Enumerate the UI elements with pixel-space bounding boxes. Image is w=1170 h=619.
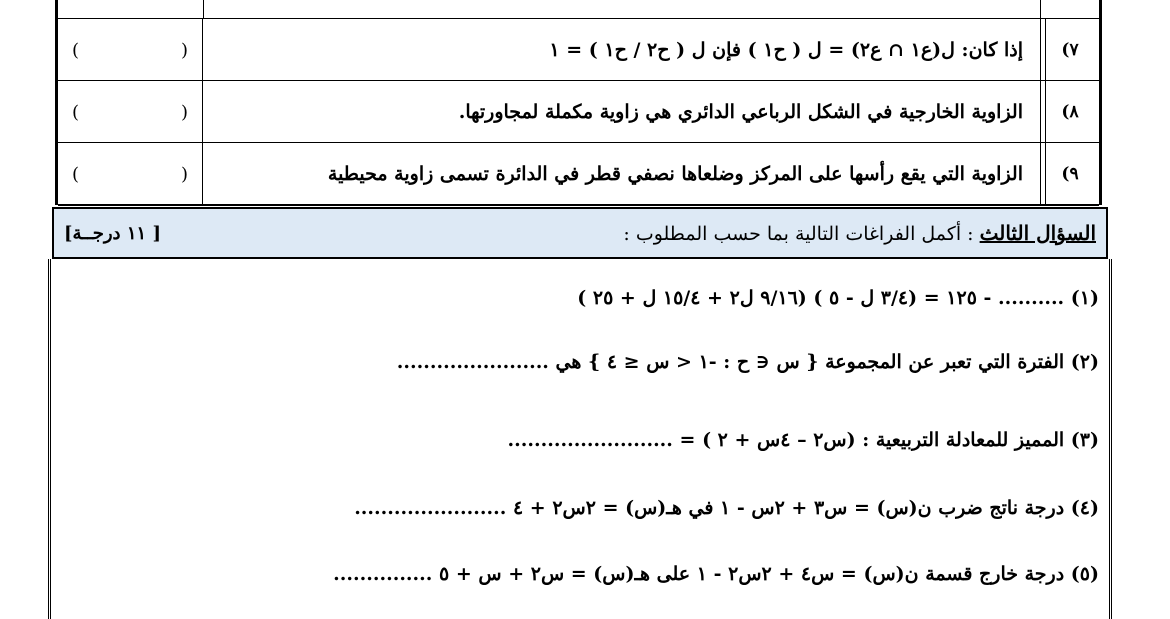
- table-top-strip: [58, 0, 1099, 18]
- true-false-table: [55, 0, 1102, 205]
- table-row: [58, 142, 1099, 205]
- question-3-body: [48, 259, 1112, 619]
- answer-box[interactable]: [58, 19, 203, 81]
- question-3-header: [52, 207, 1108, 259]
- table-row: [58, 80, 1099, 143]
- fill-blank-item[interactable]: (٤) درجة ناتج ضرب ن(س) = س٣ + ٢س - ١ في هـ(س) = ٢س٢ + ٤ .......................: [354, 497, 1099, 519]
- row-number: ٧): [1040, 19, 1099, 81]
- answer-close-paren: ): [180, 39, 188, 61]
- answer-close-paren: ): [180, 163, 188, 185]
- answer-open-paren: (: [72, 39, 80, 61]
- fill-blank-item[interactable]: (٥) درجة خارج قسمة ن(س) = س٤ + ٢س٢ - ١ على هـ(س) = س٢ + س + ٥ ...............: [333, 563, 1099, 585]
- row-statement: إذا كان: ل(ع١ ∩ ع٢) = ل ( ح١ ) فإن ل ( ح٢ / ح١ ) = ١: [549, 39, 1023, 61]
- question-instruction: : أكمل الفراغات التالية بما حسب المطلوب :: [623, 223, 974, 245]
- row-number: ٩): [1040, 143, 1099, 205]
- table-bottom-border: [58, 204, 1099, 206]
- question-3-title: [623, 221, 1096, 245]
- table-row: [58, 18, 1099, 81]
- answer-close-paren: ): [180, 101, 188, 123]
- fill-blank-item[interactable]: (١) .......... - ١٢٥ = (٣/٤ ل - ٥ ) (٩/١٦ ل٢ + ١٥/٤ ل + ٢٥ ): [577, 287, 1099, 309]
- question-label: السؤال الثالث: [979, 221, 1096, 245]
- fill-blank-item[interactable]: (٣) المميز للمعادلة التربيعية : (س٢ – ٤س + ٢ ) = .........................: [507, 429, 1099, 451]
- grade-badge: [ ١١ درجــة]: [64, 222, 161, 244]
- answer-open-paren: (: [72, 163, 80, 185]
- row-number: ٨): [1040, 81, 1099, 143]
- row-statement: الزاوية الخارجية في الشكل الرباعي الدائري هي زاوية مكملة لمجاورتها.: [458, 101, 1023, 123]
- answer-open-paren: (: [72, 101, 80, 123]
- answer-box[interactable]: [58, 143, 203, 205]
- answer-box[interactable]: [58, 81, 203, 143]
- fill-blank-item[interactable]: (٢) الفترة التي تعبر عن المجموعة { س ∈ ح : -١ < س ≤ ٤ } هي .......................: [396, 351, 1099, 373]
- row-statement: الزاوية التي يقع رأسها على المركز وضلعاها نصفي قطر في الدائرة تسمى زاوية محيطية: [327, 163, 1023, 185]
